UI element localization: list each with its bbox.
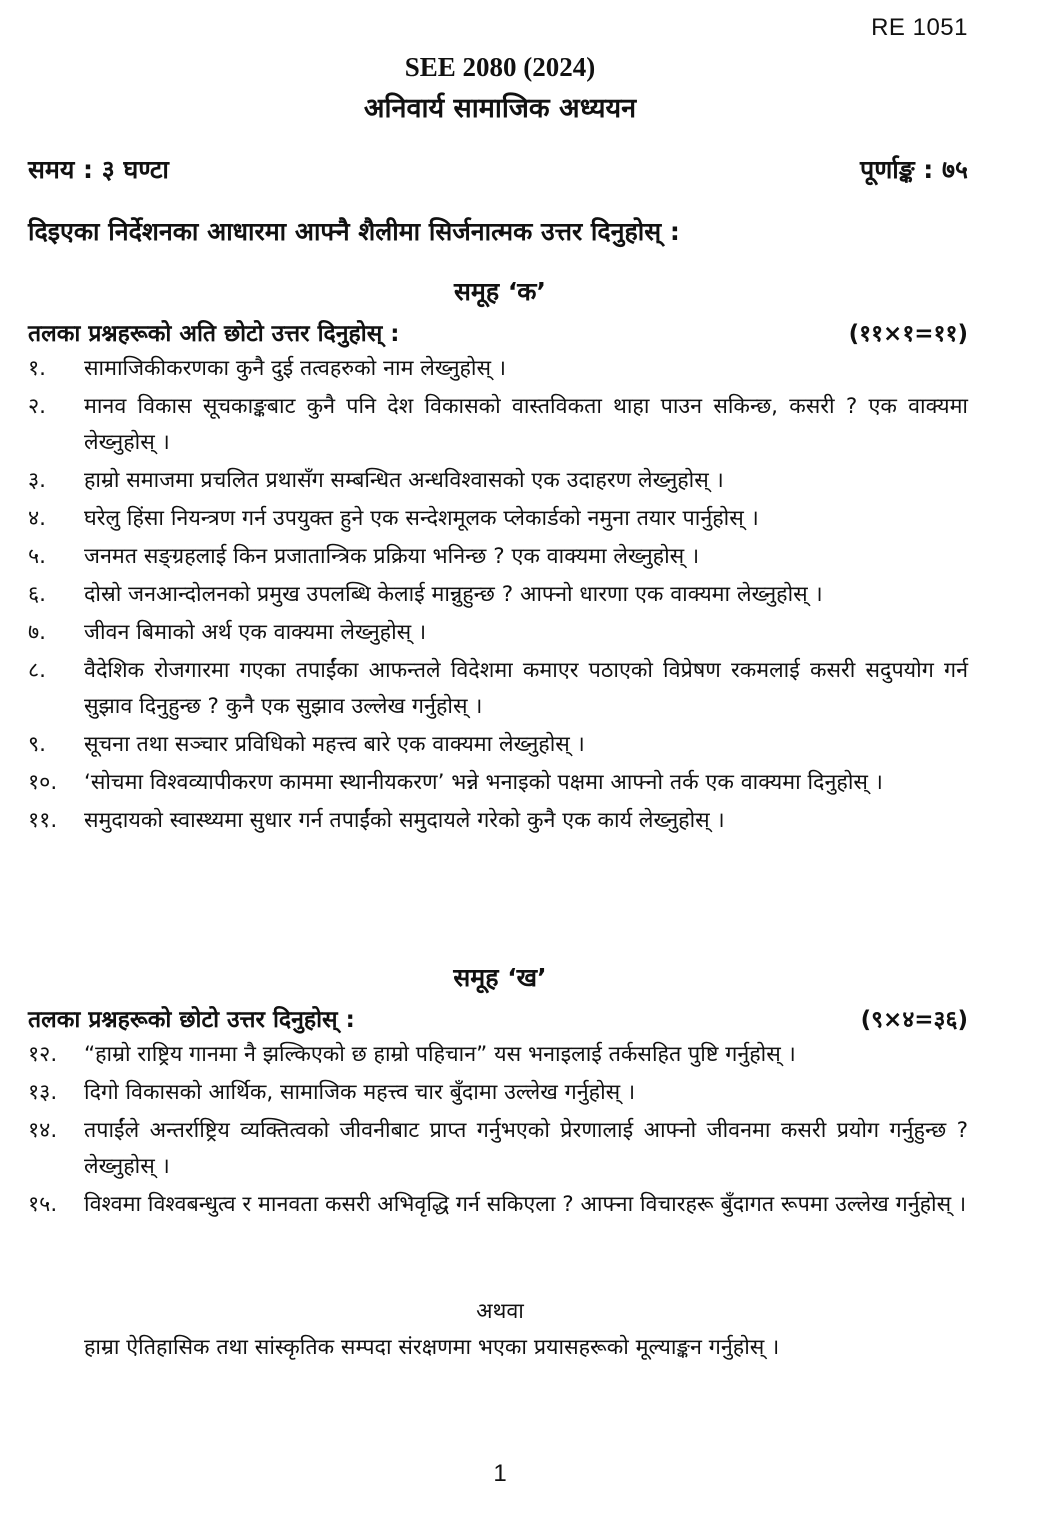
question-item (28, 1187, 968, 1223)
question-text: मानव विकास सूचकाङ्कबाट कुनै पनि देश विकासको वास्तविकता थाहा पाउन सकिन्छ, कसरी ? एक वाक्यमा लेख्नुहोस् । (84, 394, 968, 455)
time-label: समय : ३ घण्टा (28, 155, 169, 184)
question-text: वैदेशिक रोजगारमा गएका तपाईंका आफन्तले विदेशमा कमाएर पठाएको विप्रेषण रकमलाई कसरी सदुपयोग गर्न सुझाव दिनुहुन्छ ? कुनै एक सुझाव उल्लेख गर्नुहोस् । (84, 658, 968, 719)
question-item (28, 615, 968, 651)
group-a-header (28, 316, 968, 348)
group-b-marks: (९×४=३६) (860, 1007, 968, 1033)
group-b-header (28, 1002, 968, 1034)
question-number: १२. (28, 1042, 58, 1067)
question-text: ‘सोचमा विश्वव्यापीकरण काममा स्थानीयकरण’ भन्ने भनाइको पक्षमा आफ्नो तर्क एक वाक्यमा दिनुहोस् । (84, 770, 883, 795)
question-item (28, 351, 968, 387)
question-text: “हाम्रो राष्ट्रिय गानमा नै झल्किएको छ हाम्रो पहिचान” यस भनाइलाई तर्कसहित पुष्टि गर्नुहोस् । (84, 1042, 796, 1067)
question-text: दिगो विकासको आर्थिक, सामाजिक महत्त्व चार बुँदामा उल्लेख गर्नुहोस् । (84, 1080, 636, 1105)
question-item (28, 539, 968, 575)
question-item (28, 389, 968, 461)
question-text: तपाईंले अन्तर्राष्ट्रिय व्यक्तित्वको जीवनीबाट प्राप्त गर्नुभएको प्रेरणालाई आफ्नो जीवनमा कसरी प्रयोग गर्नुहुन्छ ? लेख्नुहोस् । (84, 1118, 968, 1179)
question-item (28, 653, 968, 725)
question-text: सामाजिकीकरणका कुनै दुई तत्वहरुको नाम लेख्नुहोस् । (84, 356, 507, 381)
question-item (28, 803, 968, 839)
question-text: घरेलु हिंसा नियन्त्रण गर्न उपयुक्त हुने एक सन्देशमूलक प्लेकार्डको नमुना तयार पार्नुहोस् । (84, 506, 759, 531)
question-number: ६. (28, 582, 47, 607)
question-number: ९. (28, 732, 47, 757)
question-number: १०. (28, 770, 58, 795)
question-item (28, 727, 968, 763)
full-marks-label: पूर्णाङ्क : ७५ (860, 155, 968, 184)
paper-code: RE 1051 (871, 14, 968, 41)
question-text: हाम्रो समाजमा प्रचलित प्रथासँग सम्बन्धित अन्धविश्वासको एक उदाहरण लेख्नुहोस् । (84, 468, 724, 493)
group-a-marks: (११×१=११) (848, 321, 968, 347)
question-number: ३. (28, 468, 47, 493)
question-text: जीवन बिमाको अर्थ एक वाक्यमा लेख्नुहोस् । (84, 620, 427, 645)
general-instruction: दिइएका निर्देशनका आधारमा आफ्नै शैलीमा सिर्जनात्मक उत्तर दिनुहोस् : (28, 217, 680, 246)
question-number: १३. (28, 1080, 58, 1105)
question-number: १. (28, 356, 47, 381)
question-item (28, 1037, 968, 1073)
question-number: ११. (28, 808, 58, 833)
exam-title: SEE 2080 (2024) (404, 52, 596, 82)
exam-meta (28, 152, 968, 186)
question-item (28, 1113, 968, 1185)
or-label: अथवा (476, 1299, 524, 1324)
page-number: 1 (493, 1460, 507, 1487)
group-a-title: समूह ‘क’ (453, 277, 547, 306)
group-b-question-list (28, 1037, 968, 1225)
question-text: सूचना तथा सञ्चार प्रविधिको महत्त्व बारे एक वाक्यमा लेख्नुहोस् । (84, 732, 585, 757)
question-item (28, 463, 968, 499)
question-text: विश्वमा विश्वबन्धुत्व र मानवता कसरी अभिवृद्धि गर्न सकिएला ? आफ्ना विचारहरू बुँदागत रूपमा उल्लेख गर्नुहोस् । (84, 1192, 967, 1217)
question-number: २. (28, 394, 47, 419)
subject-title: अनिवार्य सामाजिक अध्ययन (363, 93, 637, 124)
question-text: दोस्रो जनआन्दोलनको प्रमुख उपलब्धि केलाई मान्नुहुन्छ ? आफ्नो धारणा एक वाक्यमा लेख्नुहोस् । (84, 582, 823, 607)
question-item (28, 501, 968, 537)
question-item (28, 1075, 968, 1111)
alternative-question-text: हाम्रा ऐतिहासिक तथा सांस्कृतिक सम्पदा संरक्षणमा भएका प्रयासहरूको मूल्याङ्कन गर्नुहोस् । (84, 1335, 780, 1360)
question-number: ५. (28, 544, 47, 569)
group-b-title: समूह ‘ख’ (453, 963, 547, 992)
group-a-instruction: तलका प्रश्नहरूको अति छोटो उत्तर दिनुहोस् : (28, 321, 400, 347)
group-b-instruction: तलका प्रश्नहरूको छोटो उत्तर दिनुहोस् : (28, 1007, 355, 1033)
question-text: जनमत सङ्ग्रहलाई किन प्रजातान्त्रिक प्रक्रिया भनिन्छ ? एक वाक्यमा लेख्नुहोस् । (84, 544, 700, 569)
group-a-question-list (28, 351, 968, 841)
question-number: १४. (28, 1118, 58, 1143)
question-number: ४. (28, 506, 47, 531)
question-item (28, 765, 968, 801)
question-number: ७. (28, 620, 47, 645)
question-number: १५. (28, 1192, 58, 1217)
question-text: समुदायको स्वास्थ्यमा सुधार गर्न तपाईंको समुदायले गरेको कुनै एक कार्य लेख्नुहोस् । (84, 808, 725, 833)
question-item (28, 577, 968, 613)
question-number: ८. (28, 658, 47, 683)
